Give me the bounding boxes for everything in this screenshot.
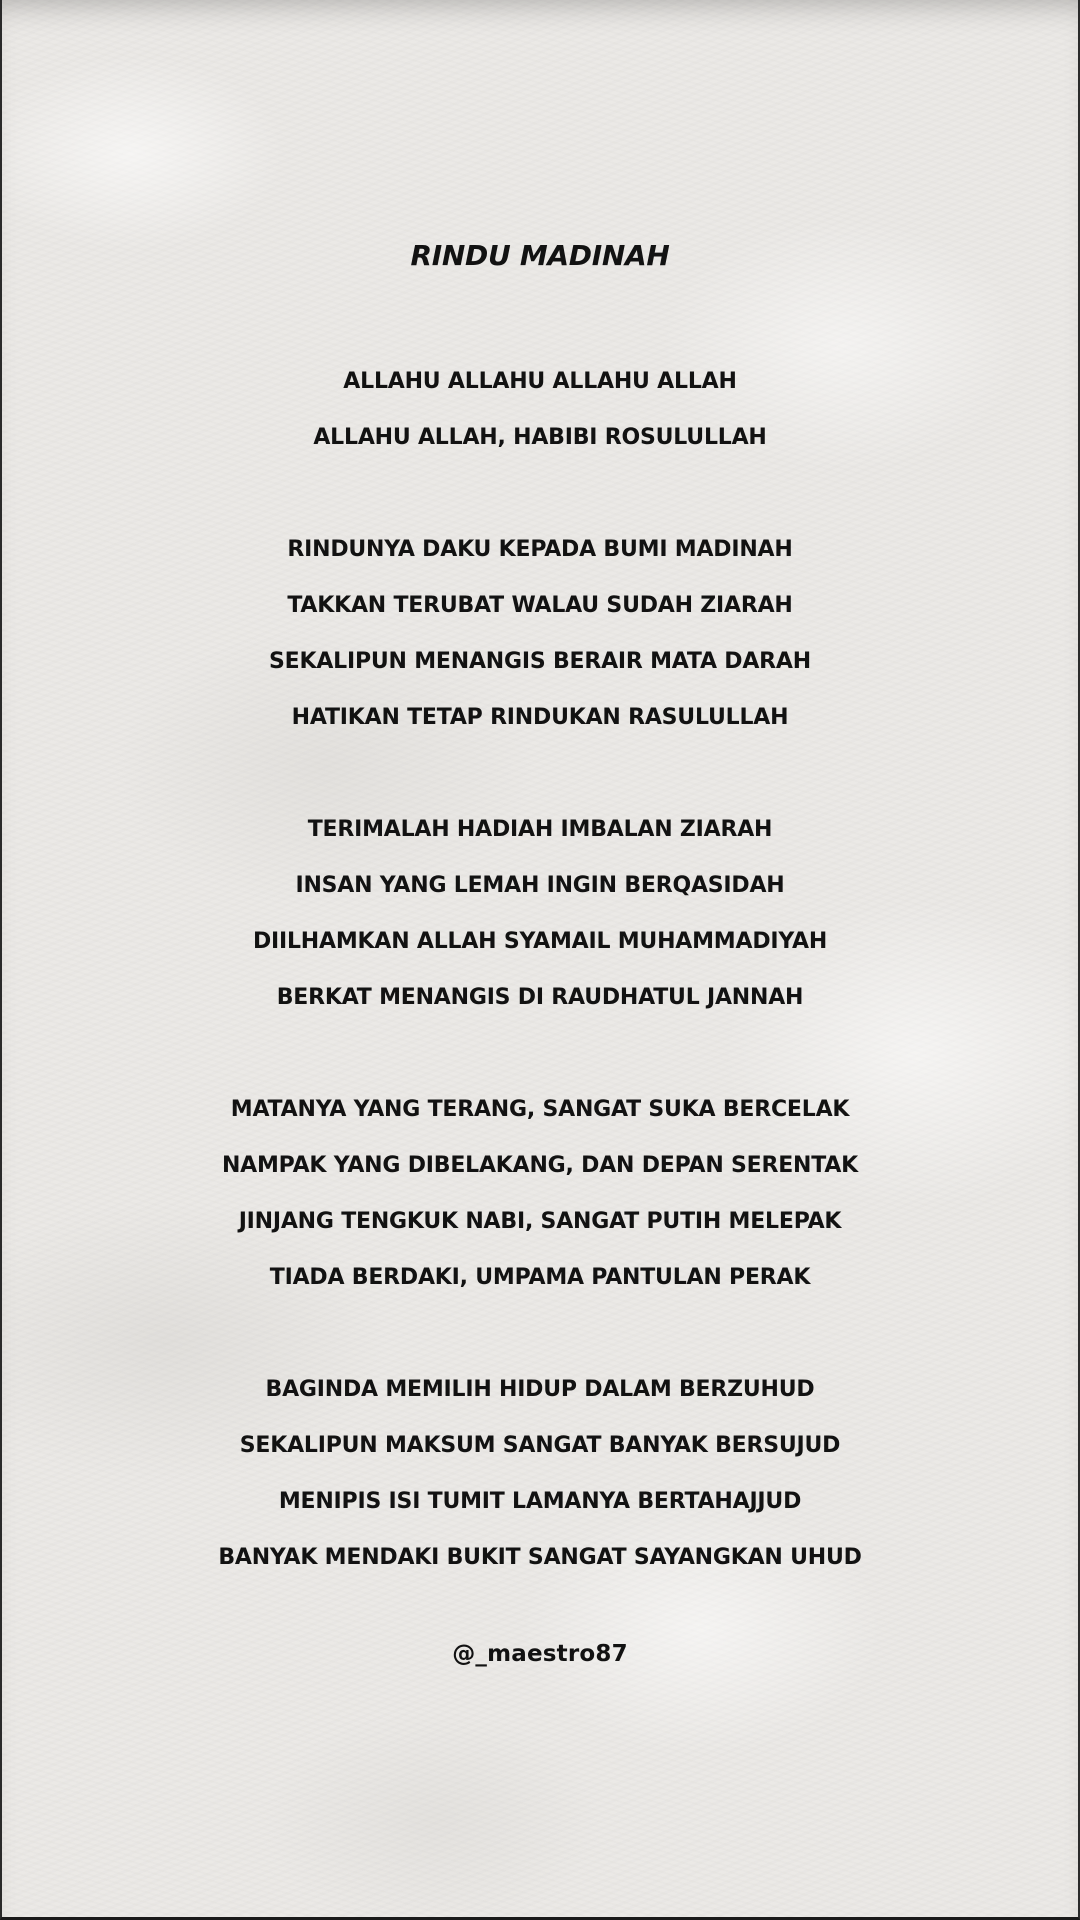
lyric-line: SEKALIPUN MAKSUM SANGAT BANYAK BERSUJUD <box>239 1433 841 1458</box>
lyric-line: BANYAK MENDAKI BUKIT SANGAT SAYANGKAN UHUD <box>218 1545 862 1570</box>
lyric-line: TIADA BERDAKI, UMPAMA PANTULAN PERAK <box>269 1265 811 1290</box>
lyric-line: DIILHAMKAN ALLAH SYAMAIL MUHAMMADIYAH <box>252 929 828 954</box>
lyric-line: ALLAHU ALLAHU ALLAHU ALLAH <box>343 369 737 394</box>
lyric-line: RINDUNYA DAKU KEPADA BUMI MADINAH <box>287 537 793 562</box>
lyric-line: MATANYA YANG TERANG, SANGAT SUKA BERCELAK <box>230 1097 850 1122</box>
lyric-line: NAMPAK YANG DIBELAKANG, DAN DEPAN SERENTAK <box>221 1153 859 1178</box>
stanza-3 <box>2 802 1078 1026</box>
lyric-line: JINJANG TENGKUK NABI, SANGAT PUTIH MELEPAK <box>238 1209 842 1234</box>
song-title: RINDU MADINAH <box>410 239 670 272</box>
lyric-line: MENIPIS ISI TUMIT LAMANYA BERTAHAJJUD <box>278 1489 802 1514</box>
lyric-line: SEKALIPUN MENANGIS BERAIR MATA DARAH <box>269 649 811 674</box>
stanza-1 <box>2 354 1078 466</box>
lyric-line: HATIKAN TETAP RINDUKAN RASULULLAH <box>291 705 789 730</box>
lyric-line: BERKAT MENANGIS DI RAUDHATUL JANNAH <box>276 985 804 1010</box>
stanza-5 <box>2 1362 1078 1586</box>
author-signature: @_maestro87 <box>452 1641 628 1667</box>
stanza-2 <box>2 522 1078 746</box>
lyric-line: BAGINDA MEMILIH HIDUP DALAM BERZUHUD <box>265 1377 815 1402</box>
lyric-line: TAKKAN TERUBAT WALAU SUDAH ZIARAH <box>287 593 793 618</box>
lyrics-body <box>2 354 1078 1642</box>
lyric-line: TERIMALAH HADIAH IMBALAN ZIARAH <box>307 817 773 842</box>
lyric-line: ALLAHU ALLAH, HABIBI ROSULULLAH <box>313 425 767 450</box>
lyric-line: INSAN YANG LEMAH INGIN BERQASIDAH <box>295 873 785 898</box>
stanza-4 <box>2 1082 1078 1306</box>
